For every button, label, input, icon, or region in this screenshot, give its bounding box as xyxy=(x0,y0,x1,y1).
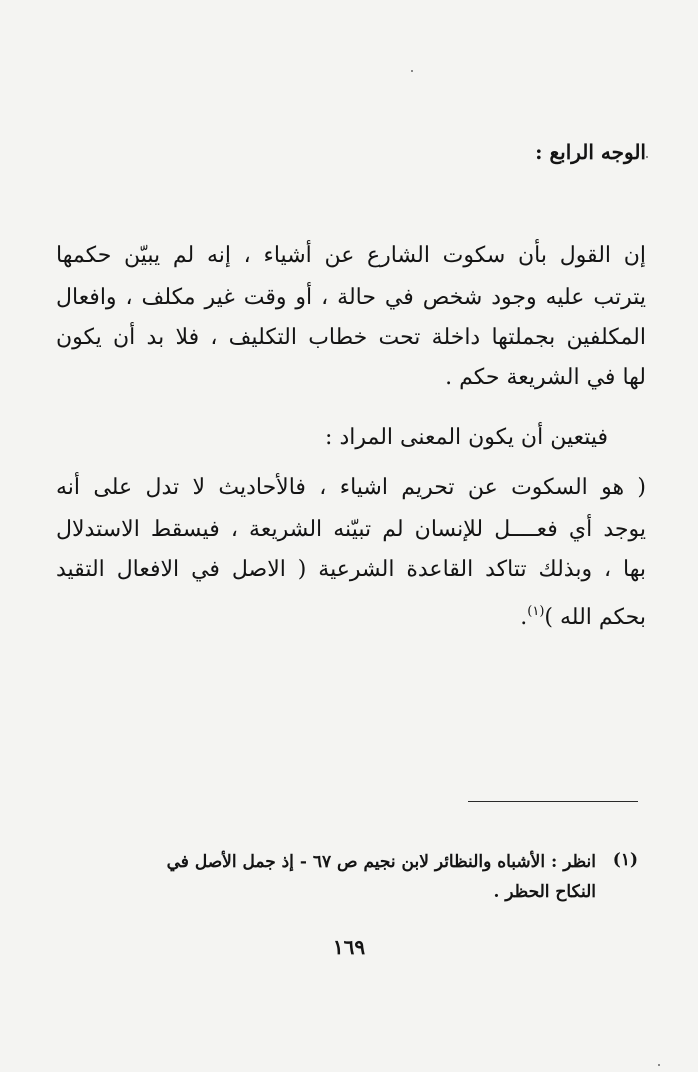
scan-speck xyxy=(411,70,413,72)
quote-line-3: بها ، وبذلك تتاكد القاعدة الشرعية ( الاصل في الافعال التقيد xyxy=(56,557,646,582)
paragraph-1-line-2: يترتب عليه وجود شخص في حالة ، أو وقت غير مكلف ، وافعال xyxy=(56,285,646,310)
footnote-reference: (١) xyxy=(527,604,545,619)
paragraph-2: فيتعين أن يكون المعنى المراد : xyxy=(325,425,608,450)
footnote-number: (١) xyxy=(612,850,638,870)
quote-line-4 xyxy=(520,592,646,638)
paragraph-1-line-4: لها في الشريعة حكم . xyxy=(445,365,646,390)
footnote-line-1: انظر : الأشباه والنظائر لابن نجيم ص ٦٧ - إذ جمل الأصل في xyxy=(166,852,596,872)
quote-end-mark: . xyxy=(520,605,528,630)
quote-line-2: يوجد أي فعــــل للإنسان لم تبيّنه الشريعة ، فيسقط الاستدلال xyxy=(56,517,646,542)
footnote-divider xyxy=(468,801,638,802)
scan-speck xyxy=(646,156,648,158)
quote-line-1: ( هو السكوت عن تحريم اشياء ، فالأحاديث لا تدل على أنه xyxy=(56,475,646,500)
scan-speck xyxy=(658,1064,660,1066)
page-number: ١٦٩ xyxy=(332,935,366,959)
paragraph-1-line-3: المكلفين بجملتها داخلة تحت خطاب التكليف ، فلا بد أن يكون xyxy=(56,325,646,350)
paragraph-1-line-1: إن القول بأن سكوت الشارع عن أشياء ، إنه لم يبيّن حكمها xyxy=(56,243,646,268)
quote-line-4-text: بحكم الله ) xyxy=(544,605,646,630)
footnote-line-2: النكاح الحظر . xyxy=(493,882,596,902)
section-heading: الوجه الرابع : xyxy=(535,140,646,164)
